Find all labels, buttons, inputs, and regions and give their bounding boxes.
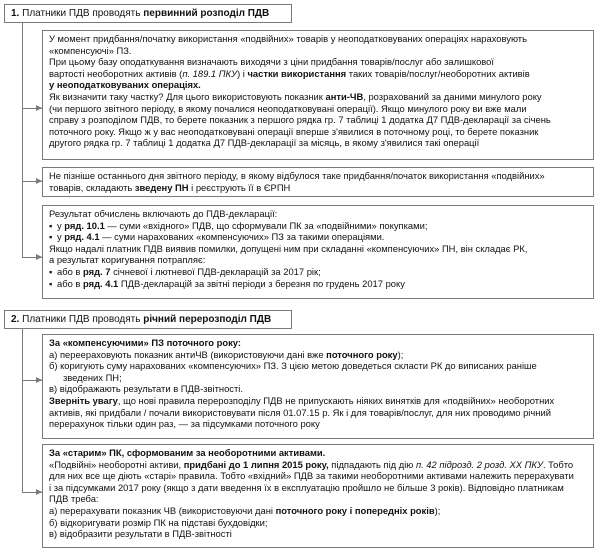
text-line: активів, які придбали / почали використовувати після 01.07.15 р. Як і для товарів/послуг, для них проводимо річний: [49, 406, 551, 418]
text-line: для них все ще діють «старі» правила. Тобто «вхідний» ПДВ за такими необоротними активами належить перерахувати: [49, 470, 574, 482]
section2-title-bold: річний перерозподіл ПДВ: [143, 314, 272, 325]
text-line: «Подвійні» необоротні активи, придбані до 1 липня 2015 року, підпадають під дію п. 42 підрозд. 2 розд. XX ПКУ. Тобто: [49, 458, 574, 470]
text-line: другого рядка гр. 7 таблиці 1 додатка Д7 ПДВ-декларації за місяць, в якому з'явилися такі операції: [49, 137, 480, 149]
text-line: б) коригують суму нарахованих «компенсуючих» ПЗ. З цією метою доведеться скласти РК до виписаних раніше: [49, 360, 537, 372]
section2-number: 2.: [11, 314, 20, 325]
bullet-icon: ▪: [49, 231, 53, 243]
text-line: вартості необоротних активів (п. 189.1 ПКУ) і частки використання таких товарів/послуг/необоротних активів: [49, 67, 530, 79]
text-line: справу з розподілом ПДВ, то берете показник з першого рядка гр. 7 таблиці 1 додатка Д7 ПДВ-декларації за січень: [49, 114, 551, 126]
text-line: У момент придбання/початку використання «подвійних» товарів у неоподатковуваних операціях нараховують: [49, 33, 527, 44]
text-line: Результат обчислень включають до ПДВ-декларації:: [49, 208, 278, 219]
section2-connector-line: [22, 328, 23, 492]
text-line: зведених ПН;: [63, 371, 122, 383]
bullet-item: ▪ у ряд. 10.1 — суми «вхідного» ПДВ, що сформували ПК за «подвійними» покупками;: [49, 219, 428, 231]
bullet-item: ▪ або в ряд. 7 січневої і лютневої ПДВ-декларацій за 2017 рік;: [49, 265, 321, 277]
box-heading: За «старим» ПК, сформованим за необоротними активами.: [49, 447, 326, 458]
section1-box-allocation: [42, 30, 594, 160]
text-line: При цьому базу оподаткування визначають виходячи з ціни придбання товарів/послуг або залишкової: [49, 56, 494, 68]
text-line: перерахунок тільки один раз, — за підсумками поточного року: [49, 418, 320, 430]
box-heading: За «компенсуючими» ПЗ поточного року:: [49, 337, 241, 348]
text-line: а результат коригування потрапляє:: [49, 254, 206, 266]
section2-box-compensating: [42, 334, 594, 439]
section2-heading: [4, 310, 292, 329]
bullet-icon: ▪: [49, 219, 53, 231]
bullet-item: ▪ або в ряд. 4.1 ПДВ-декларацій за звітні періоди з березня по грудень 2017 року: [49, 277, 405, 289]
text-line: б) відкоригувати розмір ПК на підставі бухдовідки;: [49, 516, 268, 528]
section1-box-declaration: [42, 205, 594, 299]
section1-title-plain: Платники ПДВ проводять: [22, 8, 141, 19]
text-line: в) відображають результати в ПДВ-звітності.: [49, 383, 243, 395]
text-line: Як визначити таку частку? Для цього використовують показник анти-ЧВ, розрахований за даними минулого року: [49, 90, 542, 102]
section2-title-plain: Платники ПДВ проводять: [22, 314, 141, 325]
text-line: Зверніть увагу, що нові правила перерозподілу ПДВ не припускають ніяких винятків для «подвійних» необоротних: [49, 394, 555, 406]
section1-connector-line: [22, 22, 23, 257]
text-line: Якщо надалі платник ПДВ виявив помилки, допущені ним при складанні «компенсуючих» ПН, він складає РК,: [49, 242, 528, 254]
text-line: «компенсуючі» ПЗ.: [49, 44, 132, 56]
bullet-icon: ▪: [49, 265, 53, 277]
bullet-item: ▪ у ряд. 4.1 — суми нарахованих «компенсуючих» ПЗ за такими операціями.: [49, 231, 385, 243]
text-line: в) відобразити результати в ПДВ-звітності: [49, 528, 232, 540]
section1-box-summary-invoice: [42, 167, 594, 197]
section1-title-bold: первинний розподіл ПДВ: [143, 8, 270, 19]
section2-box-old-credit: [42, 444, 594, 548]
section1-heading: [4, 4, 292, 23]
section1-number: 1.: [11, 8, 20, 19]
text-line: (чи першого звітного періоду, в якому почалися неоподатковувані операції). Якщо минулого року ви вже мали: [49, 102, 527, 114]
text-line: Не пізніше останнього дня звітного періоду, в якому відбулося таке придбання/початок використання «подвійних»: [49, 170, 545, 181]
text-line: ПДВ треба:: [49, 493, 99, 505]
text-line: поточного року. Якщо ж у вас неоподатковувані операції вперше з'явилися в поточному році, то берете показник: [49, 125, 539, 137]
text-line: у неоподатковуваних операціях.: [49, 79, 201, 91]
text-line: товарів, складають зведену ПН і реєструють її в ЄРПН: [49, 181, 291, 193]
text-line: а) переераховують показник антиЧВ (використовуючи дані вже поточного року);: [49, 348, 404, 360]
text-line: а) перерахувати показник ЧВ (використовуючи дані поточного року і попередніх років);: [49, 504, 441, 516]
bullet-icon: ▪: [49, 277, 53, 289]
text-line: і за підсумками 2017 року (якщо з дати введення їх в експлуатацію пройшло не більше 3 років). Відповідно платникам: [49, 481, 564, 493]
